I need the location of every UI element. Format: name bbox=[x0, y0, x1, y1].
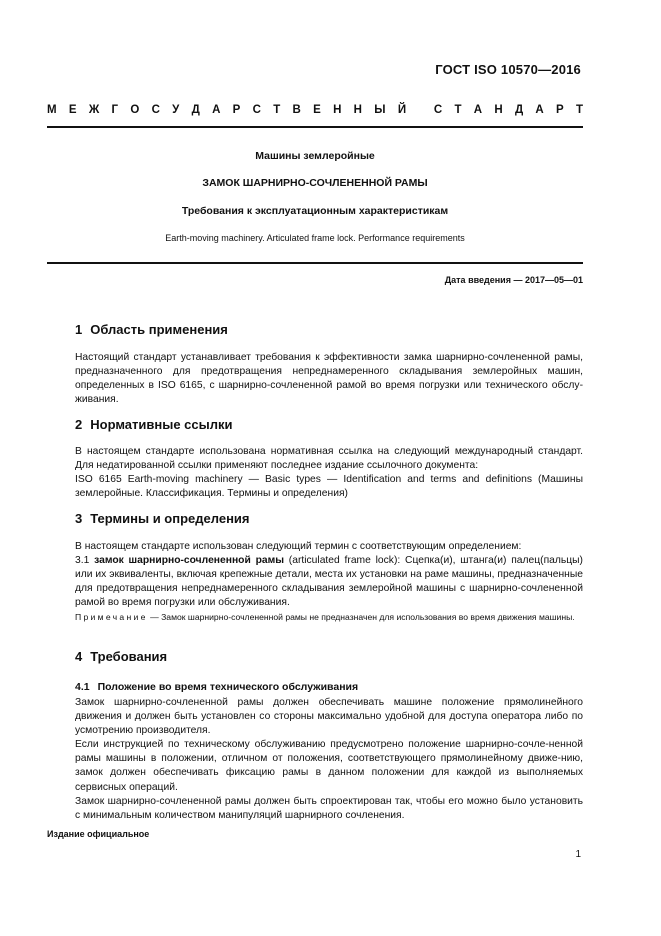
section-1-heading bbox=[75, 322, 228, 337]
page-number: 1 bbox=[575, 849, 581, 860]
banner-letter: С bbox=[252, 104, 261, 116]
note-label: Примечание bbox=[75, 612, 148, 622]
banner-letter: Е bbox=[68, 104, 77, 116]
banner-letter: О bbox=[130, 104, 140, 116]
section-title: Нормативные ссылки bbox=[90, 417, 233, 432]
intro-date: Дата введения — 2017—05—01 bbox=[444, 275, 583, 285]
section-3-note bbox=[47, 611, 583, 624]
interstate-standard-banner bbox=[47, 104, 583, 116]
banner-letter: С bbox=[433, 104, 443, 116]
banner-letter: У bbox=[172, 104, 180, 116]
section-2-heading bbox=[75, 417, 232, 432]
term-text: (articulated frame lock): Сцепка(и), штанга(и) палец(пальцы) или их эквиваленты, включая крепежные детали, места их установки на раме машины, предназначенные для предотвращения непреднамеренного складывания землеройной машины с шарнирно-сочлененной рамой во время погрузки или обслуживания. bbox=[75, 555, 583, 609]
section-number: 2 bbox=[75, 417, 83, 432]
banner-letter: Т bbox=[273, 104, 281, 116]
banner-letter: Е bbox=[313, 104, 321, 116]
subsection-title: Положение во время технического обслуживания bbox=[97, 681, 359, 693]
banner-letter: Р bbox=[556, 104, 564, 116]
banner-letter: Р bbox=[232, 104, 241, 116]
edition-label: Издание официальное bbox=[47, 829, 150, 839]
term-name: замок шарнирно-сочлененной рамы bbox=[94, 555, 285, 567]
banner-letter: Т bbox=[575, 104, 583, 116]
paragraph-text: Настоящий стандарт устанавливает требования к эффективности замка шарнирно-сочлененной рамы, предназначенного для предотвращения непреднамеренного складывания землеройных машин, определенных в ISO 6165, с шарнирно-сочлененной рамой во время погрузки или технического обслу-живания. bbox=[75, 352, 583, 406]
section-1-paragraph bbox=[47, 351, 583, 407]
reference-entry: ISO 6165 Earth-moving machinery — Basic types — Identification and terms and definitions (Машины землеройные. Классификация. Термины и определения) bbox=[75, 474, 583, 500]
banner-letter: Д bbox=[191, 104, 200, 116]
banner-letter: Н bbox=[353, 104, 362, 116]
section-number: 1 bbox=[75, 322, 83, 337]
title-divider bbox=[47, 262, 583, 264]
banner-letter: Й bbox=[397, 104, 407, 116]
section-title: Термины и определения bbox=[90, 511, 250, 526]
paragraph-text: Если инструкцией по техническому обслуживанию предусмотрено положение шарнирно-сочле-ненной рамы машины в положении, отличном от положения, соответствующего прямолинейному движе-нию, замок должен обеспечивать фиксацию рамы в данном положении для каждой из выполняемых сервисных операций. bbox=[75, 739, 583, 793]
banner-letter: С bbox=[151, 104, 160, 116]
section-4-heading bbox=[75, 649, 167, 664]
term-number: 3.1 bbox=[75, 555, 90, 567]
section-number: 4 bbox=[75, 649, 83, 664]
header-divider bbox=[47, 126, 583, 128]
banner-letter: Н bbox=[494, 104, 503, 116]
title-line-3: Требования к эксплуатационным характеристикам bbox=[181, 205, 449, 217]
banner-letter: М bbox=[47, 104, 57, 116]
title-line-2: ЗАМОК ШАРНИРНО-СОЧЛЕНЕННОЙ РАМЫ bbox=[202, 177, 428, 189]
banner-letter: Д bbox=[514, 104, 524, 116]
banner-letter: А bbox=[212, 104, 221, 116]
title-line-1: Машины землеройные bbox=[255, 150, 375, 162]
paragraph-text: В настоящем стандарте использован следующий термин с соответствующим определением: bbox=[75, 541, 522, 552]
section-number: 3 bbox=[75, 511, 83, 526]
title-english: Earth-moving machinery. Articulated frame lock. Performance requirements bbox=[165, 233, 465, 243]
banner-letter: Н bbox=[333, 104, 342, 116]
section-2-paragraph bbox=[47, 445, 583, 501]
banner-letter: Ж bbox=[88, 104, 100, 116]
section-title: Требования bbox=[90, 649, 168, 664]
section-3-heading bbox=[75, 511, 250, 526]
section-title: Область применения bbox=[90, 322, 228, 337]
paragraph-text: Замок шарнирно-сочлененной рамы должен обеспечивать машине положение прямолинейного движения и должен быть установлен со стороны максимально удобной для доступа оператора либо по усмотрению производителя. bbox=[75, 697, 583, 737]
banner-letter bbox=[418, 104, 421, 116]
banner-letter: Г bbox=[111, 104, 119, 116]
note-text: — Замок шарнирно-сочлененной рамы не предназначен для использования во время движения машины. bbox=[147, 612, 575, 622]
banner-letter: А bbox=[473, 104, 483, 116]
section-3-paragraph bbox=[47, 540, 583, 610]
document-code: ГОСТ ISO 10570—2016 bbox=[435, 62, 581, 77]
section-4-paragraphs bbox=[47, 696, 583, 823]
subsection-number: 4.1 bbox=[75, 681, 90, 693]
banner-letter: Ы bbox=[374, 104, 386, 116]
paragraph-text: Замок шарнирно-сочлененной рамы должен быть спроектирован так, чтобы его можно было установить с минимальным количеством манипуляций шарнирного сочленения. bbox=[75, 795, 583, 821]
banner-letter: Т bbox=[454, 104, 462, 116]
term-definition bbox=[47, 554, 583, 610]
paragraph-text: В настоящем стандарте использована нормативная ссылка на следующий международный стандарт. Для недатированной ссылки применяют последнее издание ссылочного документа: bbox=[75, 446, 583, 472]
subsection-4-1-heading bbox=[75, 681, 358, 693]
banner-letter: А bbox=[535, 104, 544, 116]
banner-letter: В bbox=[292, 104, 301, 116]
